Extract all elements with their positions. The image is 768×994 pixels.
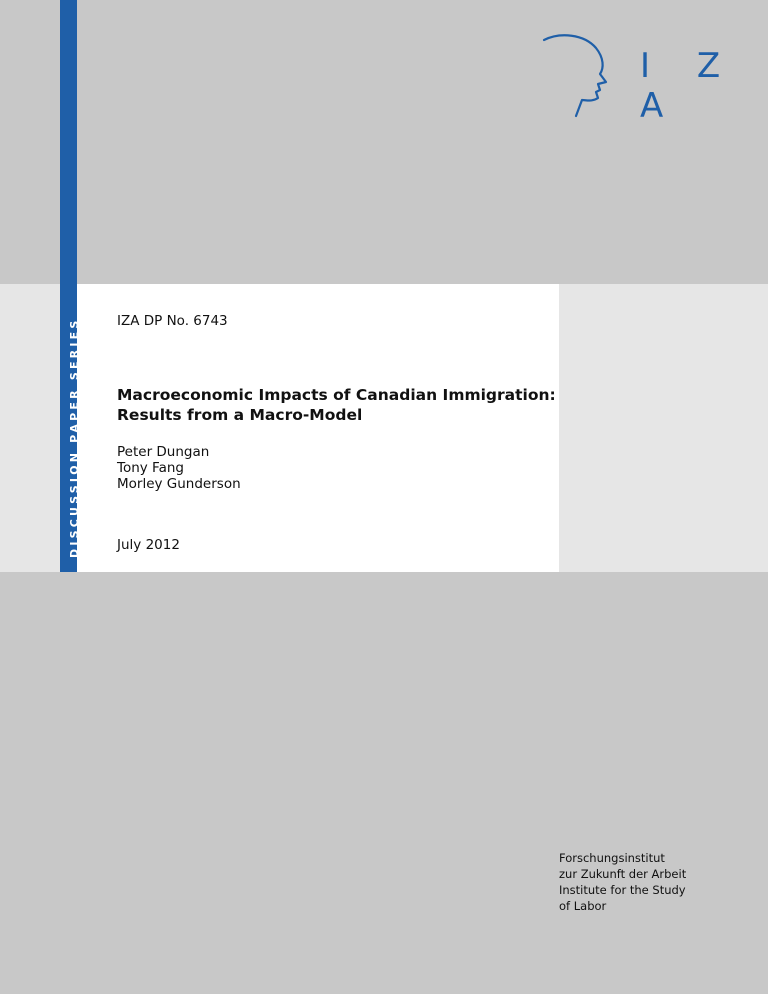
institute-line: of Labor	[559, 899, 607, 913]
institute-line: Institute for the Study	[559, 883, 686, 897]
institute-line: zur Zukunft der Arbeit	[559, 867, 687, 881]
paper-title-line: Results from a Macro-Model	[117, 406, 363, 424]
author-list	[117, 444, 241, 492]
institute-line: Forschungsinstitut	[559, 851, 665, 865]
iza-logo-text: I Z A	[640, 46, 739, 126]
author-name: Tony Fang	[117, 460, 184, 476]
paper-title	[117, 385, 556, 425]
bottom-band	[0, 572, 768, 994]
paper-title-line: Macroeconomic Impacts of Canadian Immigration:	[117, 386, 556, 404]
publication-date: July 2012	[117, 537, 180, 553]
author-name: Morley Gunderson	[117, 476, 241, 492]
series-label: DISCUSSION PAPER SERIES	[68, 317, 81, 558]
institute-name	[559, 850, 686, 914]
author-name: Peter Dungan	[117, 444, 210, 460]
discussion-paper-number: IZA DP No. 6743	[117, 313, 228, 329]
